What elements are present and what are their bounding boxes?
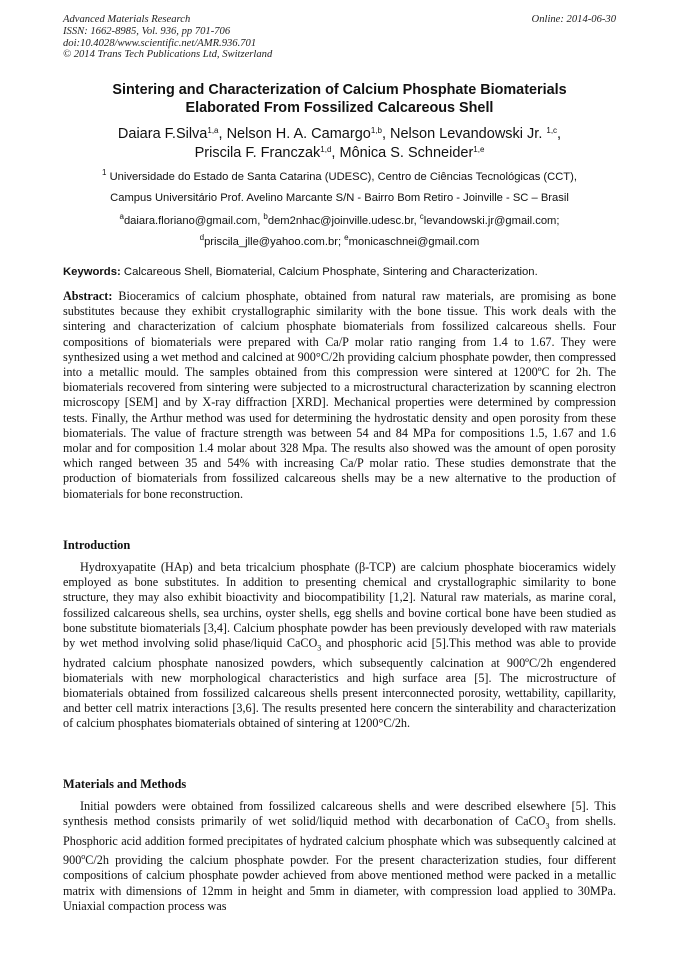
introduction-paragraph: Hydroxyapatite (HAp) and beta tricalcium phosphate (β-TCP) are calcium phosphate bioceramics widely employed as bone substitutes. In addition to presenting chemical and crystallographic similarity to bone structure, they may also exhibit bioactivity and biocompatibility [1,2]. Natural raw materials, as marine coral, fossilized calcareous shells, sea urchins, oyster shells, egg shells and bovine cortical bone have been studied as bone substitute biomaterials [3,4]. Calcium phosphate powder has been previously developed with raw materials by wet method involving solid phase/liquid CaCO$_3$ and phosphoric acid [5].This method was able to provide hydrated calcium phosphate nanosized powders, which subsequently calcination at 900ºC/2h engendered biomaterials with new morphological characteristics and high surface area [5]. The microstructure of biomaterials obtained from fossilized calcareous shells present interconnected porosity, wettability, capillarity, and better cell matrix interactions [3,6]. The results presented here concern the sinterability and characterization of calcium phosphates biomaterials obtained of sintering at 1200°C/2h.: [63, 560, 617, 731]
journal-issn: ISSN: 1662-8985, Vol. 936, pp 701-706: [63, 25, 231, 37]
author-name: Daiara F.Silva: [117, 126, 208, 142]
online-date: Online: 2014-06-30: [531, 14, 616, 25]
affiliation-line-1: Universidade do Estado de Santa Catarina (UDESC), Centro de Ciências Tecnológicas (CCT),: [109, 171, 577, 183]
section-heading-introduction: Introduction: [63, 538, 131, 552]
affiliation-line-2: Campus Universitário Prof. Avelino Marcante S/N - Bairro Bom Retiro - Joinville - SC – Brasil: [110, 192, 569, 205]
keywords-text: Calcareous Shell, Biomaterial, Calcium Phosphate, Sintering and Characterization.: [123, 266, 538, 278]
abstract: [63, 289, 616, 502]
author-affiliation-mark: 1,a: [207, 126, 219, 135]
abstract-label: Abstract:: [63, 289, 113, 303]
title-line-2: Elaborated From Fossilized Calcareous Shell: [185, 99, 494, 116]
author-list: Daiara F.Silva$^{1,a}$, Nelson H. A. Camargo$^{1,b}$, Nelson Levandowski Jr. $^{1,c}$, Priscila F. Franczak$^{1,d}$, Mônica S. Schneider$^{1,e}$: [117, 126, 562, 161]
affiliation: [63, 167, 616, 209]
author-affiliation-mark: 1,b: [370, 126, 382, 135]
email-link[interactable]: levandowski.jr@gmail.com: [423, 215, 557, 227]
author-name: Nelson H. A. Camargo: [226, 126, 371, 142]
author-affiliation-mark: 1,d: [320, 144, 332, 154]
email-link[interactable]: daiara.floriano@gmail.com: [123, 215, 258, 227]
author-name: Nelson Levandowski Jr.: [390, 126, 543, 142]
methods-paragraph: Initial powders were obtained from fossilized calcareous shells and were described elsewhere [5]. This synthesis method consists primarily of wet solid/liquid method with decarbonation of CaCO$_3$ from shells. Phosphoric acid addition formed precipitates of hydrated calcium phosphate which was subsequently calcined at 900$^o$C/2h providing the calcium phosphate powder. For the present characterization studies, four different compositions of calcium phosphate powder achieved from above mentioned method were packed in a metallic matrix with dimensions of 12mm in height and 5mm in diameter, with compression load applied to 30MPa. Uniaxial compaction process was: [63, 799, 617, 913]
paper-title: [63, 82, 616, 117]
keywords-label: Keywords:: [63, 266, 121, 278]
journal-header: [63, 14, 616, 61]
affiliation-mark: 1: [102, 168, 107, 177]
email-list: $^a$daiara.floriano@gmail.com, $^b$dem2nhac@joinville.udesc.br, $^c$levandowski.jr@gmail.com; $^d$priscila_jlle@yahoo.com.br; $^e$monicaschnei@gmail.com: [119, 212, 560, 249]
author-name: Priscila F. Franczak: [194, 144, 321, 161]
keywords: [63, 265, 616, 279]
abstract-text: Bioceramics of calcium phosphate, obtained from natural raw materials, are promising as bone substitutes because they exhibit crystallographic similarity with the bone tissue. This work deals with the sintering and characterization of calcium phosphate biomaterials from fossilized calcareous shells. Four compositions of biomaterials were prepared with Ca/P molar ratio ranging from 1.4 to 1.67. They were synthesized using a wet method and calcined at 900°C/2h providing calcium phosphate powder, then compressed into a metallic mould. The samples obtained from this compression were sintered at 1200ºC for 2h. The biomaterials recovered from sintering were subjected to a microstructural characterization by scanning electron microscopy [SEM] and by X-ray diffraction [XRD]. Mechanical properties were determined by compression tests. Finally, the Arthur method was used for determining the hydrostatic density and open porosity from these biomaterials. The value of fracture strength was between 54 and 84 MPa for compositions 1.5, 1.67 and 1.6 molar and for composition 1.4 molar about 328 Mpa. The results also showed was the amount of open porosity which ranged between 35 and 54% with increasing Ca/P molar ratio. These studies demonstrate that the production of biomaterials from fossilized calcareous shells may be a new alternative to the production of biomaterials for bone reconstruction.: [63, 289, 617, 501]
journal-name: Advanced Materials Research: [63, 14, 191, 25]
title-line-1: Sintering and Characterization of Calcium Phosphate Biomaterials: [112, 82, 567, 98]
author-affiliation-mark: 1,e: [473, 144, 485, 154]
journal-copyright: © 2014 Trans Tech Publications Ltd, Switzerland: [63, 49, 273, 61]
email-link[interactable]: priscila_jlle@yahoo.com.br: [204, 236, 338, 249]
author-name: Mônica S. Schneider: [339, 144, 474, 161]
email-link[interactable]: monicaschnei@gmail.com: [348, 236, 480, 249]
journal-doi: doi:10.4028/www.scientific.net/AMR.936.701: [63, 37, 257, 49]
author-affiliation-mark: 1,c: [546, 126, 558, 135]
email-link[interactable]: dem2nhac@joinville.udesc.br: [267, 215, 414, 227]
section-heading-methods: Materials and Methods: [63, 777, 187, 791]
